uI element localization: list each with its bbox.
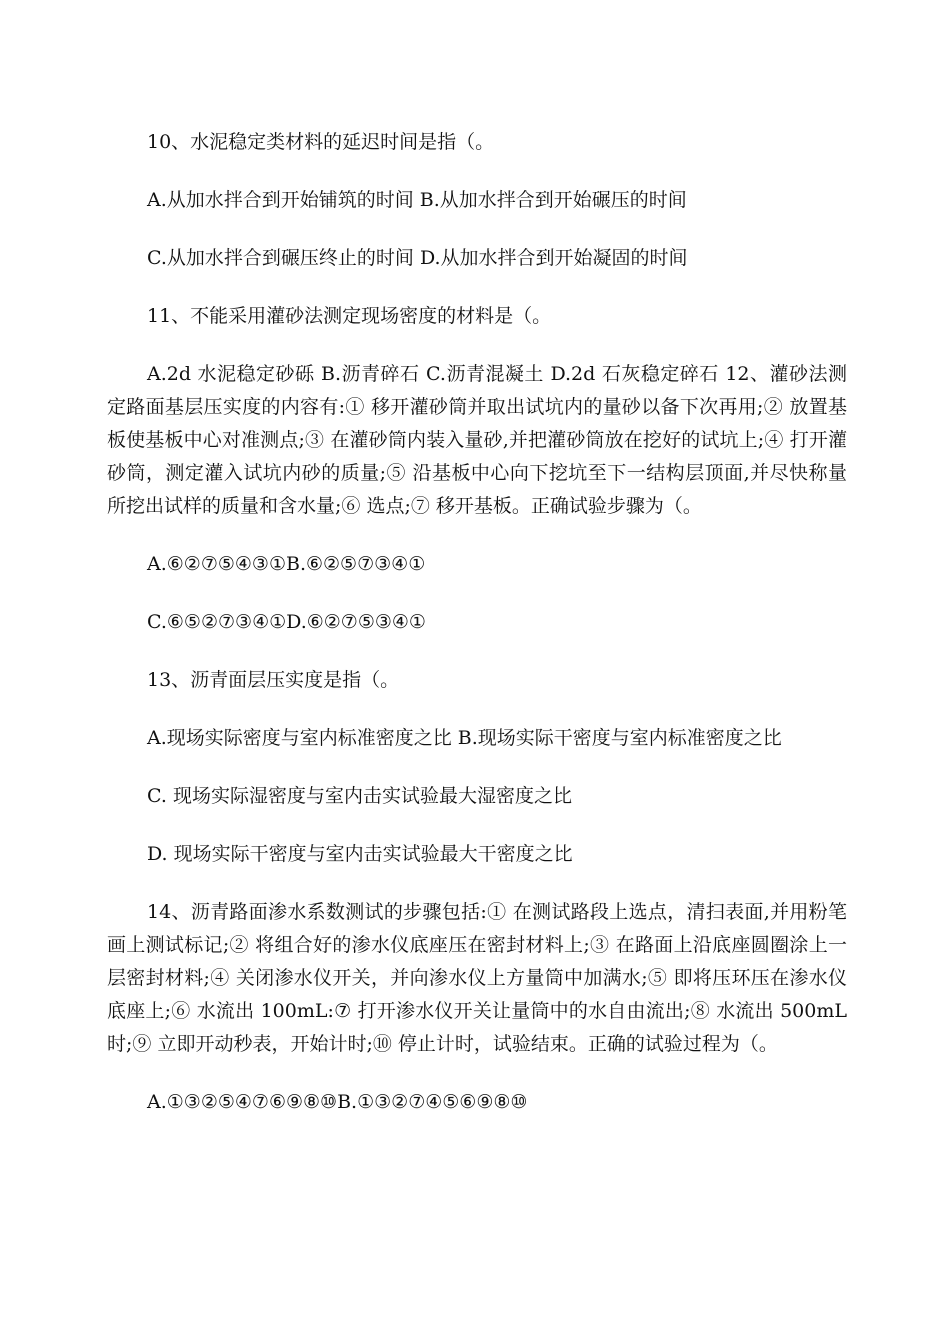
- question-14: 14、沥青路面渗水系数测试的步骤包括:① 在测试路段上选点，清扫表面,并用粉笔画上测试标记;② 将组合好的渗水仪底座压在密封材料上;③ 在路面上沿底座圆圈涂上一层密封材料;④ 关闭渗水仪开关，并向渗水仪上方量筒中加满水;⑤ 即将压环压在渗水仪底座上;⑥ 水流出 100mL:⑦ 打开渗水仪开关让量筒中的水自由流出;⑧ 水流出 500mL 时;⑨ 立即开动秒表，开始计时;⑩ 停止计时，试验结束。正确的试验过程为（。: [107, 901, 847, 1055]
- question-13: 13、沥青面层压实度是指（。: [147, 669, 400, 691]
- question-13-option-d: D. 现场实际干密度与室内击实试验最大干密度之比: [147, 843, 573, 865]
- question-12-options-ab: A.⑥②⑦⑤④③①B.⑥②⑤⑦③④①: [147, 553, 426, 575]
- question-11-options-and-question-12: A.2d 水泥稳定砂砾 B.沥青碎石 C.沥青混凝土 D.2d 石灰稳定碎石 12、灌砂法测定路面基层压实度的内容有:① 移开灌砂筒并取出试坑内的量砂以备下次再用;② 放置基板使基板中心对准测点;③ 在灌砂筒内装入量砂,并把灌砂筒放在挖好的试坑上;④ 打开灌砂筒，测定灌入试坑内砂的质量;⑤ 沿基板中心向下挖坑至下一结构层顶面,并尽快称量所挖出试样的质量和含水量;⑥ 选点;⑦ 移开基板。正确试验步骤为（。: [107, 363, 847, 517]
- question-13-option-c: C. 现场实际湿密度与室内击实试验最大湿密度之比: [147, 785, 572, 807]
- document-body: [107, 126, 847, 1144]
- question-12-options-cd: C.⑥⑤②⑦③④①D.⑥②⑦⑤③④①: [147, 611, 426, 633]
- question-13-options-ab: A.现场实际密度与室内标准密度之比 B.现场实际干密度与室内标准密度之比: [147, 727, 782, 749]
- question-14-options-ab: A.①③②⑤④⑦⑥⑨⑧⑩B.①③②⑦④⑤⑥⑨⑧⑩: [147, 1091, 528, 1113]
- question-10: 10、水泥稳定类材料的延迟时间是指（。: [147, 131, 495, 153]
- question-10-options-cd: C.从加水拌合到碾压终止的时间 D.从加水拌合到开始凝固的时间: [147, 247, 688, 269]
- question-11: 11、不能采用灌砂法测定现场密度的材料是（。: [147, 305, 552, 327]
- question-10-options-ab: A.从加水拌合到开始铺筑的时间 B.从加水拌合到开始碾压的时间: [147, 189, 687, 211]
